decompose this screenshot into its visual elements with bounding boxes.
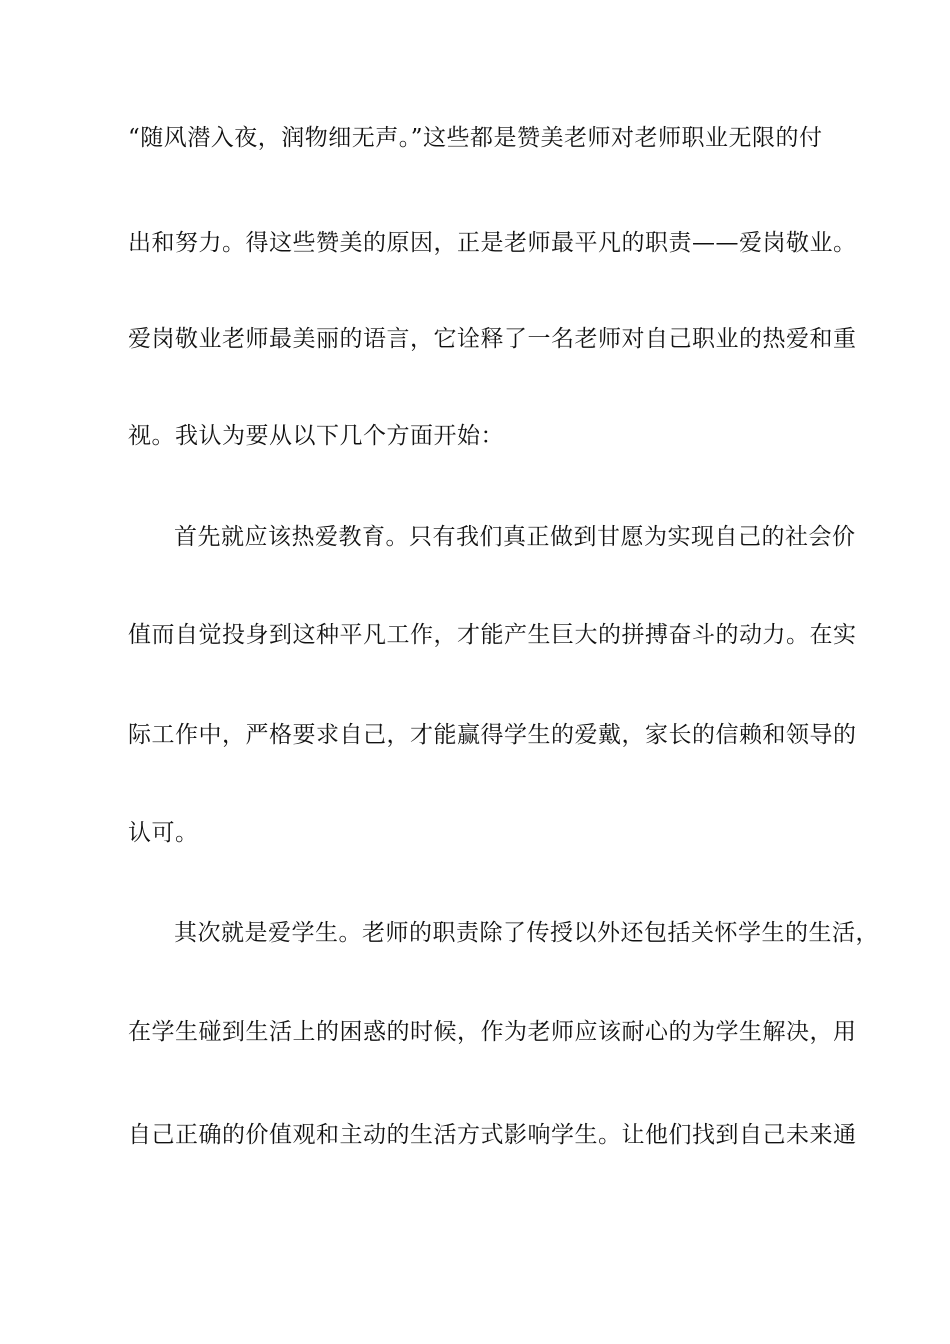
text-line: 自己正确的价值观和主动的生活方式影响学生。让他们找到自己未来通: [128, 1122, 857, 1148]
text-line: 出和努力。得这些赞美的原因，正是老师最平凡的职责——爱岗敬业。: [128, 230, 857, 256]
text-line: 视。我认为要从以下几个方面开始：: [128, 423, 504, 449]
paragraph-first-line: 首先就应该热爱教育。只有我们真正做到甘愿为实现自己的社会价: [174, 524, 856, 550]
text-line: 在学生碰到生活上的困惑的时候，作为老师应该耐心的为学生解决，用: [128, 1019, 857, 1045]
text-line: 值而自觉投身到这种平凡工作，才能产生巨大的拼搏奋斗的动力。在实: [128, 622, 857, 648]
text-line: “随风潜入夜，润物细无声。”这些都是赞美老师对老师职业无限的付: [128, 125, 823, 151]
text-line: 际工作中，严格要求自己，才能赢得学生的爱戴，家长的信赖和领导的: [128, 722, 857, 748]
text-line: 爱岗敬业老师最美丽的语言，它诠释了一名老师对自己职业的热爱和重: [128, 326, 857, 352]
text-line: 认可。: [128, 820, 199, 846]
paragraph-first-line: 其次就是爱学生。老师的职责除了传授以外还包括关怀学生的生活，: [174, 920, 879, 946]
